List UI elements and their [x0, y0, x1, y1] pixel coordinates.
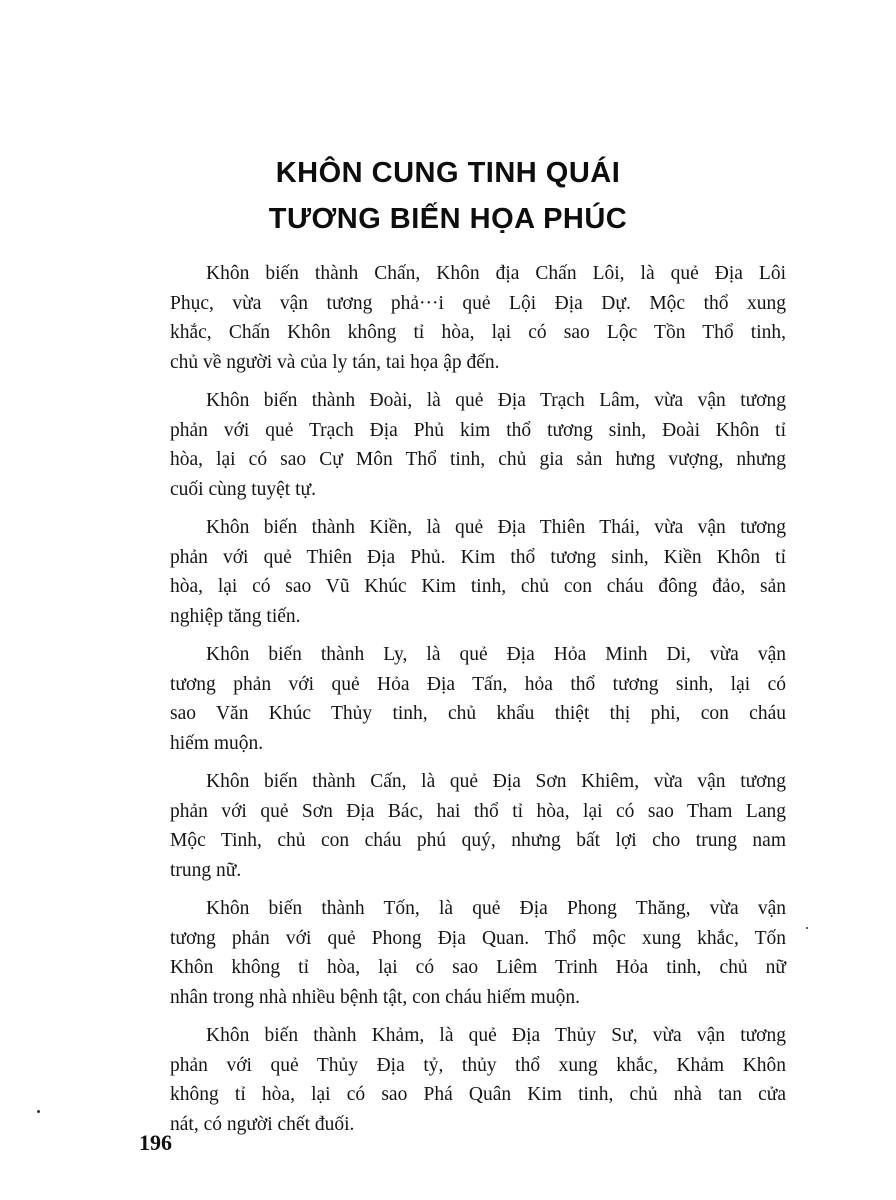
paragraph-kien	[134, 513, 786, 631]
text-line: trung nữ.	[170, 859, 242, 881]
text-line: tương phản với quẻ Phong Địa Quan. Thổ mộc xung khắc, Tốn	[170, 927, 786, 949]
paragraph-doai	[134, 386, 786, 504]
text-line: Mộc Tinh, chủ con cháu phú quý, nhưng bất lợi cho trung nam	[170, 830, 786, 851]
text-line: hòa, lại có sao Vũ Khúc Kim tinh, chủ con cháu đông đảo, sản	[170, 576, 786, 597]
text-line: tương phản với quẻ Hỏa Địa Tấn, hỏa thổ tương sinh, lại có	[170, 673, 786, 695]
text-line: phản với quẻ Sơn Địa Bác, hai thổ tỉ hòa, lại có sao Tham Lang	[170, 800, 786, 822]
chapter-title	[0, 150, 896, 242]
text-line: hiếm muộn.	[170, 732, 264, 754]
text-line: Khôn biến thành Ly, là quẻ Địa Hỏa Minh Di, vừa vận	[206, 644, 786, 665]
text-line: phản với quẻ Thiên Địa Phủ. Kim thổ tương sinh, Kiền Khôn tỉ	[170, 546, 786, 568]
text-line: nghiệp tăng tiến.	[170, 605, 301, 627]
text-line: phản với quẻ Trạch Địa Phủ kim thổ tương sinh, Đoài Khôn tỉ	[170, 419, 786, 441]
body-text	[134, 259, 786, 1148]
paragraph-can	[134, 767, 786, 885]
text-line: nát, có người chết đuối.	[170, 1113, 355, 1135]
text-line: chủ về người và của ly tán, tai họa ập đến.	[170, 351, 500, 373]
paragraph-ly	[134, 640, 786, 758]
text-line: Khôn biến thành Đoài, là quẻ Địa Trạch Lâm, vừa vận tương	[206, 390, 786, 411]
paragraph-ton	[134, 894, 786, 1012]
chapter-title-line-1: KHÔN CUNG TINH QUÁI	[275, 157, 621, 189]
paragraph-kham	[134, 1021, 786, 1139]
scan-speck	[806, 927, 808, 929]
page-number: 196	[139, 1130, 172, 1155]
text-line: cuối cùng tuyệt tự.	[170, 478, 316, 500]
text-line: Khôn biến thành Kiền, là quẻ Địa Thiên Thái, vừa vận tương	[206, 517, 786, 538]
text-line: phản với quẻ Thủy Địa tỷ, thủy thổ xung khắc, Khảm Khôn	[170, 1054, 786, 1076]
text-line: không tỉ hòa, lại có sao Phá Quân Kim tinh, chủ nhà tan cửa	[170, 1084, 786, 1105]
text-line: Khôn biến thành Chấn, Khôn địa Chấn Lôi, là quẻ Địa Lôi	[206, 263, 786, 284]
text-line: hòa, lại có sao Cự Môn Thổ tinh, chủ gia sản hưng vượng, nhưng	[170, 449, 786, 470]
text-line: nhân trong nhà nhiều bệnh tật, con cháu hiếm muộn.	[170, 986, 580, 1008]
text-line: Khôn biến thành Cấn, là quẻ Địa Sơn Khiêm, vừa vận tương	[206, 771, 786, 792]
paragraph-chan	[134, 259, 786, 377]
text-line: Khôn biến thành Khảm, là quẻ Địa Thủy Sư, vừa vận tương	[206, 1025, 786, 1046]
text-line: Khôn không tỉ hòa, lại có sao Liêm Trinh Hỏa tinh, chủ nữ	[170, 957, 786, 978]
text-line: Khôn biến thành Tốn, là quẻ Địa Phong Thăng, vừa vận	[206, 898, 786, 919]
text-line: sao Văn Khúc Thủy tinh, chủ khẩu thiệt thị phi, con cháu	[170, 703, 786, 724]
text-line: khắc, Chấn Khôn không tỉ hòa, lại có sao Lộc Tồn Thổ tinh,	[170, 322, 786, 343]
scan-speck	[37, 1110, 40, 1113]
text-line: Phục, vừa vận tương phả···i quẻ Lội Địa Dự. Mộc thổ xung	[170, 292, 786, 314]
chapter-title-line-2: TƯƠNG BIẾN HỌA PHÚC	[268, 203, 628, 235]
